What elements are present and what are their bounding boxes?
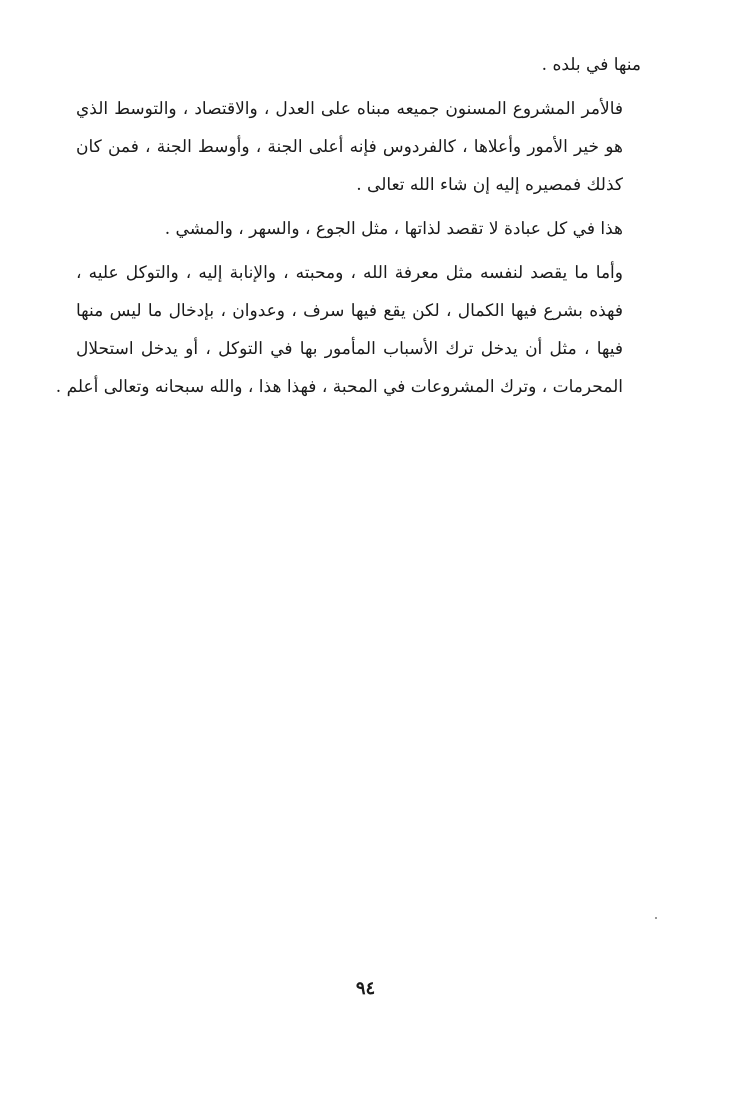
paragraph-1 (76, 46, 641, 84)
main-text (55, 46, 641, 412)
page-number: ٩٤ (355, 978, 376, 999)
paragraph-4 (55, 254, 641, 406)
text-line: فيها ، مثل أن يدخل ترك الأسباب المأمور بها في التوكل ، أو يدخل استحلال (76, 339, 623, 359)
paragraph-3 (76, 210, 641, 248)
scan-speck (655, 917, 657, 919)
text-line: كذلك فمصيره إليه إن شاء الله تعالى . (356, 175, 623, 195)
paragraph-2 (76, 90, 641, 204)
text-line: فالأمر المشروع المسنون جميعه مبناه على العدل ، والاقتصاد ، والتوسط الذي (76, 99, 623, 119)
text-line: منها في بلده . (541, 55, 641, 75)
text-line: هذا في كل عبادة لا تقصد لذاتها ، مثل الجوع ، والسهر ، والمشي . (164, 219, 623, 239)
text-line: هو خير الأمور وأعلاها ، كالفردوس فإنه أعلى الجنة ، وأوسط الجنة ، فمن كان (76, 137, 623, 157)
text-line: وأما ما يقصد لنفسه مثل معرفة الله ، ومحبته ، والإنابة إليه ، والتوكل عليه ، (76, 263, 623, 283)
text-line: المحرمات ، وترك المشروعات في المحبة ، فهذا هذا ، والله سبحانه وتعالى أعلم . (55, 377, 623, 397)
text-line: فهذه بشرع فيها الكمال ، لكن يقع فيها سرف ، وعدوان ، بإدخال ما ليس منها (76, 301, 623, 321)
